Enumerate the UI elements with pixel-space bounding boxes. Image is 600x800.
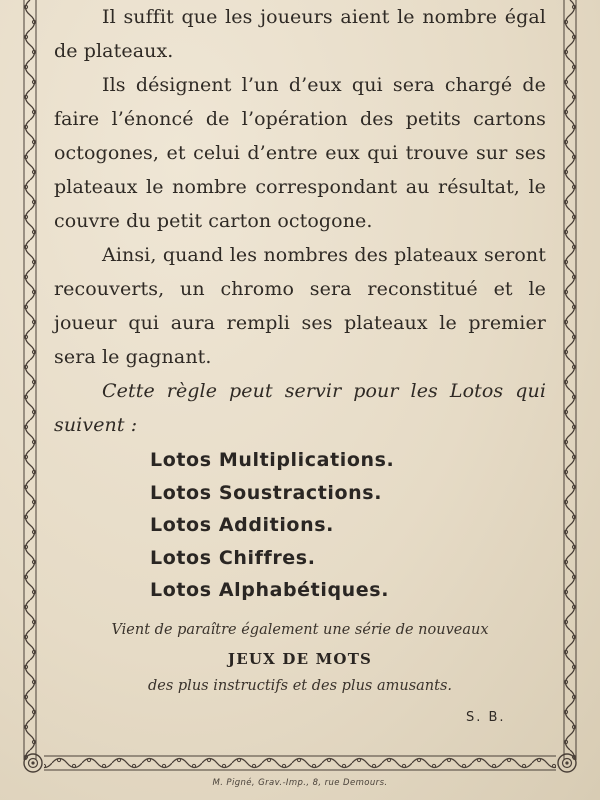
bottom-ornamental-border — [22, 750, 578, 776]
announcement-line-2: des plus instructifs et des plus amusants. — [147, 678, 452, 694]
announcement-title: JEUX DE MOTS — [227, 650, 373, 668]
lotos-item: Lotos Chiffres. — [150, 546, 316, 569]
left-ornamental-border — [22, 0, 38, 760]
paragraph-designation: Ils désignent l’un d’eux qui sera chargé de faire l’énoncé de l’opération des petits cartons octogones, et celui d’entre eux qui trouve sur ses plateaux le nombre correspondant au résultat, le couvre du petit carton octogone. — [54, 74, 546, 232]
lotos-item: Lotos Multiplications. — [150, 449, 395, 471]
body-text — [54, 0, 546, 442]
right-ornamental-border — [562, 0, 578, 760]
printer-imprint: M. Pigné, Grav.-Imp., 8, rue Demours. — [212, 778, 388, 788]
lotos-list — [150, 444, 470, 607]
paragraph-chromo: Ainsi, quand les nombres des plateaux seront recouverts, un chromo sera reconstitué et le joueur qui aura rempli ses plateaux le premier sera le gagnant. — [54, 244, 546, 368]
lotos-item: Lotos Additions. — [150, 514, 334, 536]
corner-ornament-right — [558, 754, 576, 772]
announcement-line-1: Vient de paraître également une série de nouveaux — [111, 622, 489, 638]
rule-note: Cette règle peut servir pour les Lotos qui suivent : — [54, 380, 546, 436]
lotos-item: Lotos Alphabétiques. — [150, 579, 390, 601]
paragraph-players: Il suffit que les joueurs aient le nombre égal de plateaux. — [54, 6, 546, 62]
signature: S. B. — [466, 710, 506, 725]
lotos-item: Lotos Soustractions. — [150, 481, 383, 504]
corner-ornament-left — [24, 754, 42, 772]
